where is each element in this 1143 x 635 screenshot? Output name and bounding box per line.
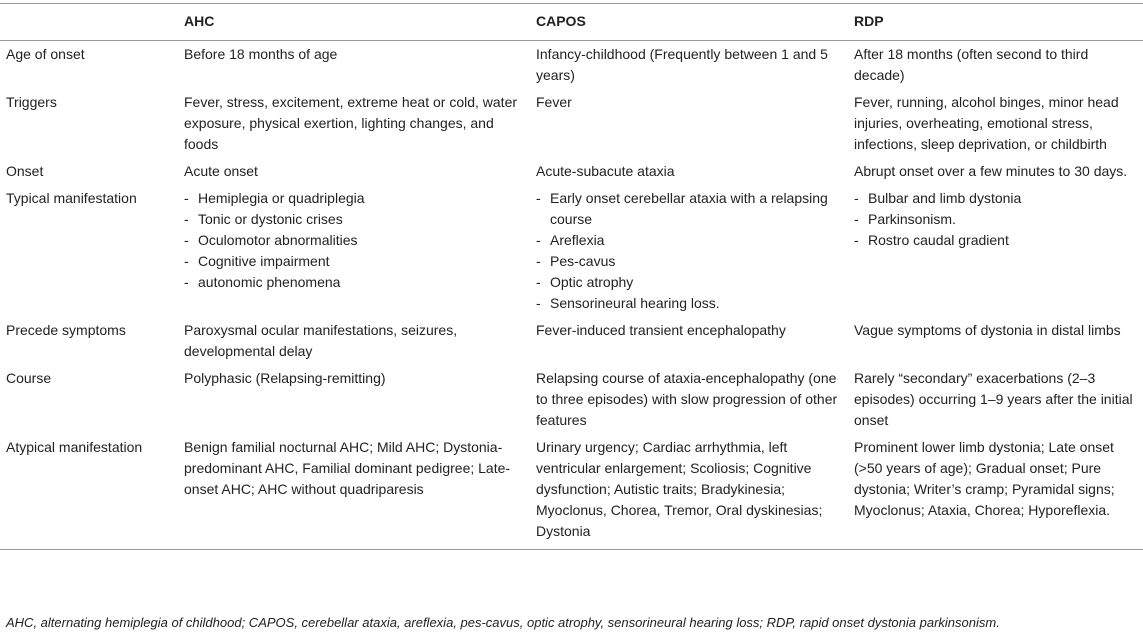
header-cell-empty — [0, 4, 178, 41]
dash-list — [854, 188, 1139, 251]
table-row — [0, 317, 1143, 365]
list-item: - Oculomotor abnormalities — [184, 230, 526, 251]
table-row — [0, 41, 1143, 90]
table-cell: Fever, running, alcohol binges, minor head injuries, overheating, emotional stress, infections, sleep deprivation, or childbirth — [854, 94, 1119, 152]
list-item: - Hemiplegia or quadriplegia — [184, 188, 526, 209]
table-row — [0, 365, 1143, 434]
table-cell: Vague symptoms of dystonia in distal limbs — [854, 322, 1121, 338]
table-body — [0, 41, 1143, 550]
table-cell — [848, 185, 1143, 317]
table-cell: Fever, stress, excitement, extreme heat or cold, water exposure, physical exertion, lighting changes, and foods — [184, 94, 518, 152]
list-item: - Tonic or dystonic crises — [184, 209, 526, 230]
table-cell: Infancy-childhood (Frequently between 1 and 5 years) — [536, 46, 828, 83]
list-item: - Pes-cavus — [536, 251, 844, 272]
row-label: Atypical manifestation — [0, 434, 178, 550]
header-cell-ahc: AHC — [178, 4, 530, 41]
table-cell: Before 18 months of age — [184, 46, 338, 62]
table-cell — [178, 185, 530, 317]
table-cell — [530, 185, 848, 317]
table-cell: Paroxysmal ocular manifestations, seizures, developmental delay — [184, 322, 458, 359]
row-label: Course — [6, 370, 52, 386]
list-item: - autonomic phenomena — [184, 272, 526, 293]
list-item: - Areflexia — [536, 230, 844, 251]
table-cell: Acute onset — [184, 163, 258, 179]
table-row — [0, 89, 1143, 158]
table-cell: Acute-subacute ataxia — [536, 163, 675, 179]
list-item: - Optic atrophy — [536, 272, 844, 293]
row-label: Age of onset — [6, 46, 85, 62]
row-label: Onset — [6, 163, 44, 179]
row-label: Triggers — [6, 94, 57, 110]
row-label: Typical manifestation — [6, 190, 137, 206]
list-item: - Cognitive impairment — [184, 251, 526, 272]
table-footnote: AHC, alternating hemiplegia of childhood; CAPOS, cerebellar ataxia, areflexia, pes-cavus, optic atrophy, sensorineural hearing loss; RDP, rapid onset dystonia parkinsonism. — [6, 615, 1000, 630]
table-cell: Relapsing course of ataxia-encephalopathy (one to three episodes) with slow progression of other features — [536, 370, 838, 428]
table-cell: Fever-induced transient encephalopathy — [536, 322, 786, 338]
list-item: - Early onset cerebellar ataxia with a relapsing course — [536, 188, 844, 230]
table-row — [0, 158, 1143, 185]
table-row — [0, 185, 1143, 317]
table-cell: Polyphasic (Relapsing-remitting) — [184, 370, 386, 386]
dash-list — [184, 188, 526, 293]
header-row — [0, 4, 1143, 41]
comparison-table — [0, 3, 1143, 550]
dash-list — [536, 188, 844, 314]
row-label: Precede symptoms — [6, 322, 126, 338]
table-row — [0, 434, 1143, 550]
list-item: - Rostro caudal gradient — [854, 230, 1139, 251]
table-cell: Rarely “secondary” exacerbations (2–3 episodes) occurring 1–9 years after the initial onset — [854, 370, 1133, 428]
table-cell: Prominent lower limb dystonia; Late onset (>50 years of age); Gradual onset; Pure dystonia; Writer’s cramp; Pyramidal signs; Myoclonus; Ataxia, Chorea; Hyporeflexia. — [848, 434, 1143, 550]
table-header — [0, 4, 1143, 41]
header-cell-capos: CAPOS — [530, 4, 848, 41]
list-item: - Parkinsonism. — [854, 209, 1139, 230]
list-item: - Sensorineural hearing loss. — [536, 293, 844, 314]
table-cell: After 18 months (often second to third decade) — [854, 46, 1089, 83]
list-item: - Bulbar and limb dystonia — [854, 188, 1139, 209]
table-cell: Abrupt onset over a few minutes to 30 days. — [854, 163, 1128, 179]
table-cell: Urinary urgency; Cardiac arrhythmia, left ventricular enlargement; Scoliosis; Cognitive dysfunction; Autistic traits; Bradykinesia; Myoclonus, Chorea, Tremor, Oral dyskinesias; Dystonia — [530, 434, 848, 550]
table-cell: Fever — [536, 94, 572, 110]
header-cell-rdp: RDP — [848, 4, 1143, 41]
table-cell: Benign familial nocturnal AHC; Mild AHC; Dystonia-predominant AHC, Familial dominant pedigree; Late-onset AHC; AHC without quadriparesis — [178, 434, 530, 550]
